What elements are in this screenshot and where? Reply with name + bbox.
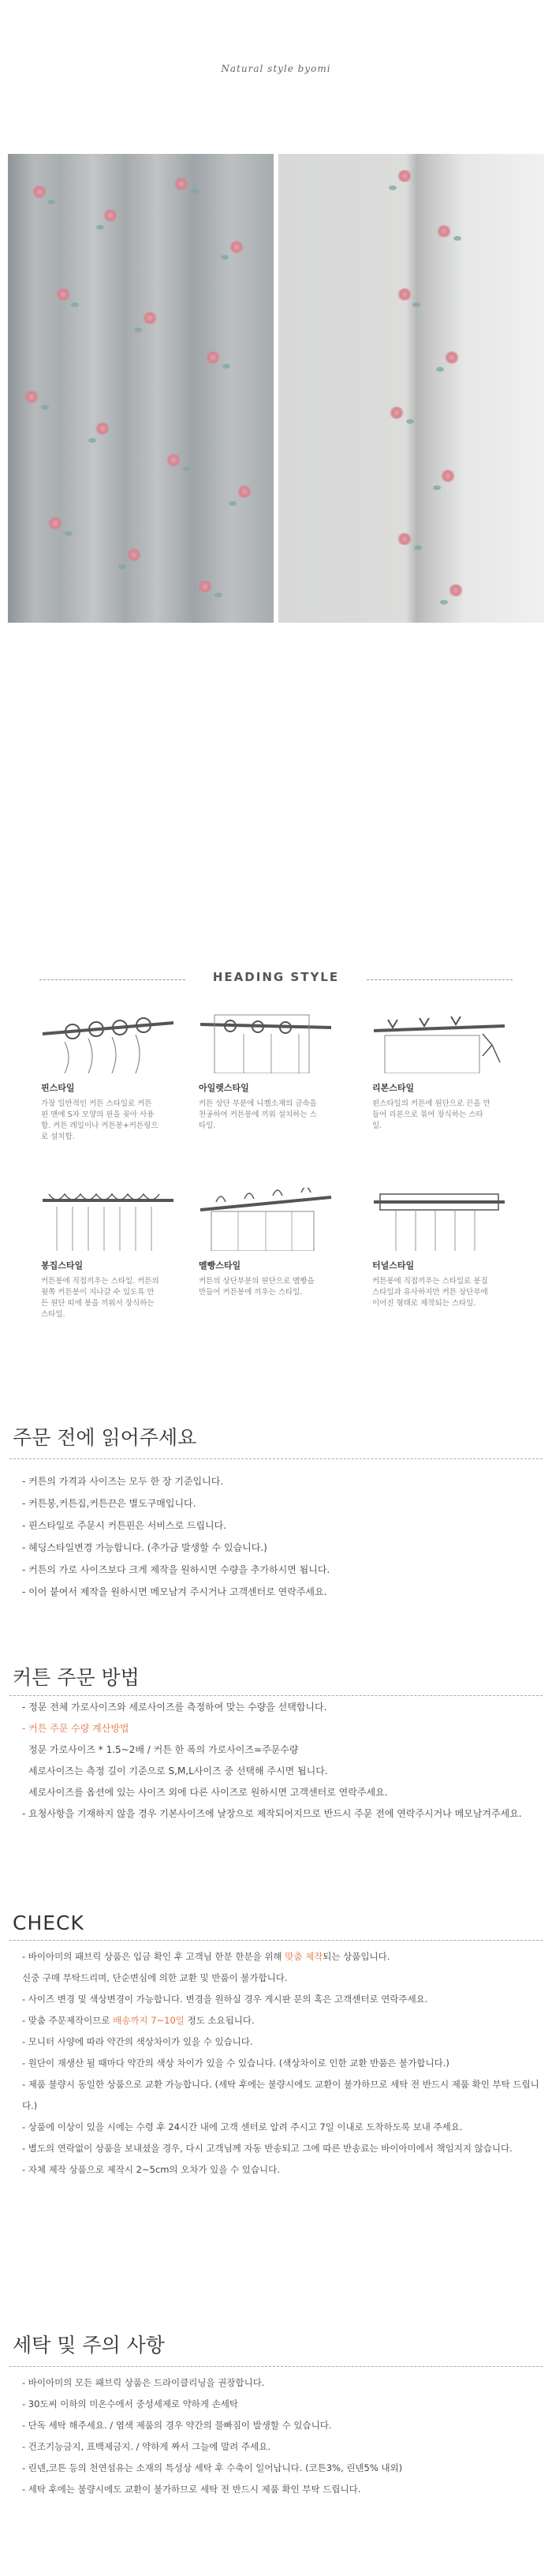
style-desc: 핀스타일의 커튼에 원단으로 끈을 만들어 리본으로 묶어 장식하는 스타일.: [372, 1099, 490, 1130]
tunnel-style-icon: [372, 1188, 506, 1251]
care-title: 세탁 및 주의 사항: [13, 2334, 165, 2357]
list-item: - 커튼봉,커튼집,커튼끈은 별도구매입니다.: [22, 1498, 196, 1509]
curtain-photo-sheer: [278, 154, 544, 623]
list-item: - 건조기능금지, 표백제금지. / 약하게 짜서 그늘에 말려 주세요.: [22, 2441, 270, 2452]
check-divider: [9, 1940, 543, 1941]
style-desc: 가장 일반적인 커튼 스타일로 커튼 핀 맨에 S자 모양의 핀을 꽂아 사용합. 커튼 레일이나 커튼봉+커튼링으로 설치합.: [41, 1099, 159, 1141]
style-name: 봉집스타일: [41, 1260, 84, 1271]
list-item: - 커튼의 가격과 사이즈는 모두 한 장 기준입니다.: [22, 1476, 224, 1487]
list-item: - 세탁 후에는 불량시에도 교환이 불가하므로 세탁 전 반드시 제품 확인 부탁 드립니다.: [22, 2484, 361, 2495]
heading-style-tunnel: [372, 1188, 530, 1309]
heading-style-ribbon: [372, 1010, 530, 1132]
curtain-photo-gray: [8, 154, 274, 623]
list-item: - 30도씨 이하의 미온수에서 중성세제로 약하게 손세탁: [22, 2398, 239, 2409]
style-name: 핀스타일: [41, 1083, 75, 1093]
eyelet-style-icon: [199, 1010, 333, 1073]
check-list: [22, 1946, 543, 2181]
list-item: - 바이아미의 패브릭 상품은 입금 확인 후 고객님 한분 한분을 위해 맞춤 제작되는 상품입니다.: [22, 1951, 390, 1962]
order-notice-divider: [9, 1458, 543, 1459]
style-desc: 커튼봉에 직접끼우는 스타일로 봉집스타일과 유사하지만 커튼 상단부에 이어진 형태로 제작되는 스타일.: [372, 1277, 488, 1308]
care-divider: [9, 2366, 543, 2367]
heading-style-title: HEADING STYLE: [212, 970, 340, 984]
list-item: - 제품 불량시 동일한 상품으로 교환 가능합니다. (세탁 후에는 불량시에도 교환이 불가하므로 세탁 전 반드시 제품 확인 부탁 드립니다.): [22, 2079, 539, 2111]
heading-style-eyelet: [199, 1010, 356, 1132]
order-notice-list: [22, 1470, 543, 1603]
list-item: - 헤딩스타일변경 가능합니다. (추가금 발생할 수 있습니다.): [22, 1542, 267, 1553]
tab-top-style-icon: [199, 1188, 333, 1251]
style-desc: 커튼봉에 직접끼우는 스타일. 커튼의 윗쪽 커튼봉이 지나갈 수 있도록 만든 원단 띠에 봉을 끼워서 장식하는 스타일.: [41, 1277, 159, 1319]
list-item: - 자체 제작 상품으로 제작시 2~5cm의 오차가 있을 수 있습니다.: [22, 2164, 280, 2175]
ribbon-style-icon: [372, 1010, 506, 1073]
style-name: 터널스타일: [372, 1260, 415, 1271]
style-name: 멜빵스타일: [199, 1260, 241, 1271]
list-item-highlight: - 커튼 주문 수량 계산방법: [22, 1723, 129, 1734]
list-item: - 바이아미의 모든 패브릭 상품은 드라이클리닝을 권장합니다.: [22, 2377, 265, 2388]
list-item: 세로사이즈는 측정 길이 기준으로 S,M,L사이즈 중 선택해 주시면 됩니다.: [28, 1765, 328, 1777]
list-item: - 별도의 연락없이 상품을 보내셨을 경우, 다시 고객님께 자동 반송되고 그에 따른 반송료는 바이아미에서 책임지지 않습니다.: [22, 2143, 513, 2154]
brand-tagline: Natural style byomi: [221, 63, 331, 74]
list-item: - 린넨,코튼 등의 천연섬유는 소재의 특성상 세탁 후 수축이 일어납니다. (코튼3%, 린넨5% 내외): [22, 2462, 403, 2473]
style-name: 리본스타일: [372, 1083, 415, 1093]
style-name: 아일렛스타일: [199, 1083, 249, 1093]
curtain-photos: [8, 154, 544, 623]
order-method-divider: [9, 1695, 543, 1696]
heading-style-tab-top: [199, 1188, 356, 1298]
style-desc: 커튼의 상단부분의 원단으로 멜빵을 만들어 커튼봉에 끼우는 스타일.: [199, 1277, 315, 1297]
list-item: - 상품에 이상이 있을 시에는 수령 후 24시간 내에 고객 센터로 알려 주시고 7일 이내로 도착하도록 보내 주세요.: [22, 2121, 463, 2132]
list-item: 세로사이즈를 옵션에 있는 사이즈 외에 다른 사이즈로 원하시면 고객센터로 연락주세요.: [28, 1787, 388, 1798]
order-method-title: 커튼 주문 방법: [13, 1666, 140, 1689]
list-item: - 이어 붙여서 제작을 원하시면 메모남겨 주시거나 고객센터로 연락주세요.: [22, 1586, 327, 1597]
list-item: - 모니터 사양에 따라 약간의 색상차이가 있을 수 있습니다.: [22, 2036, 253, 2047]
list-item: - 핀스타일로 주문시 커튼핀은 서비스로 드립니다.: [22, 1520, 227, 1531]
pin-style-icon: [41, 1010, 175, 1073]
heading-style-rod-pocket: [41, 1188, 199, 1320]
list-item: - 커튼의 가로 사이즈보다 크게 제작을 원하시면 수량을 추가하시면 됩니다.: [22, 1564, 330, 1575]
list-item: - 요청사항을 기재하지 않을 경우 기본사이즈에 날장으로 제작되어지므로 반드시 주문 전에 연락주시거나 메모남겨주세요.: [22, 1808, 522, 1819]
check-title: CHECK: [13, 1911, 84, 1934]
heading-divider-right: [367, 979, 513, 980]
order-notice-title: 주문 전에 읽어주세요: [13, 1426, 197, 1449]
list-item: - 사이즈 변경 및 색상변경이 가능합니다. 변경을 원하실 경우 게시판 문의 혹은 고객센터로 연락주세요.: [22, 1994, 428, 2005]
list-item: 신중 구매 부탁드리며, 단순변심에 의한 교환 및 반품이 불가합니다.: [22, 1972, 288, 1983]
care-list: [22, 2372, 543, 2500]
list-item: - 원단이 재생산 될 때마다 약간의 색상 차이가 있을 수 있습니다. (색상차이로 인한 교환 반품은 불가합니다.): [22, 2057, 449, 2069]
rod-pocket-style-icon: [41, 1188, 175, 1251]
list-item: - 단독 세탁 해주세요. / 염색 제품의 경우 약간의 물빠짐이 발생할 수 있습니다.: [22, 2420, 332, 2431]
style-desc: 커튼 상단 부분에 니켈소재의 금속을 천공하여 커튼봉에 끼워 설치하는 스타일.: [199, 1099, 317, 1130]
heading-style-pin: [41, 1010, 199, 1143]
list-item: 정문 가로사이즈 * 1.5~2배 / 커튼 한 폭의 가로사이즈=주문수량: [28, 1744, 299, 1755]
order-method-list: [22, 1697, 543, 1825]
list-item: - 맞춤 주문제작이므로 배송까지 7~10일 정도 소요됩니다.: [22, 2015, 255, 2026]
list-item: - 정문 전체 가로사이즈와 세로사이즈를 측정하여 맞는 수량을 선택합니다.: [22, 1702, 327, 1713]
